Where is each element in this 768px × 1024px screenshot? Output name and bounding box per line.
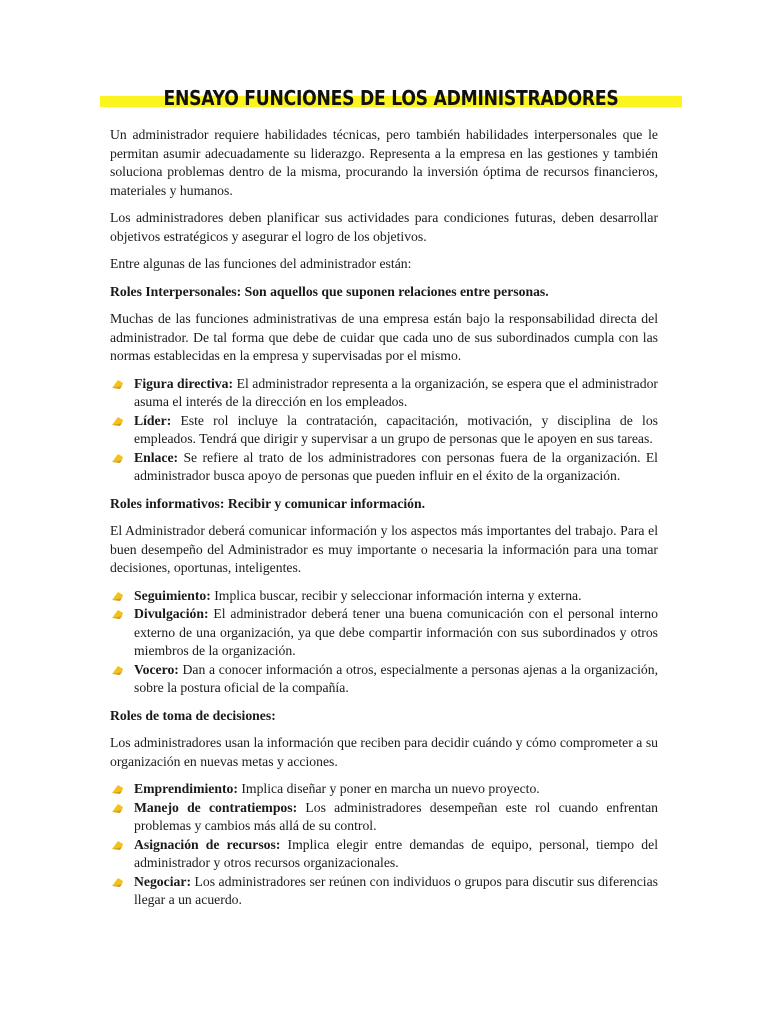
item-text: Implica buscar, recibir y seleccionar información interna y externa. [210,587,582,603]
document-title: ENSAYO FUNCIONES DE LOS ADMINISTRADORES [163,86,619,110]
section-body-decisiones: Los administradores usan la información que reciben para decidir cuándo y cómo comprometer a su organización en nuevas metas y acciones. [110,735,658,769]
bullet-icon [111,877,124,888]
item-term: Asignación de recursos: [134,836,281,852]
item-text: Este rol incluye la contratación, capacitación, motivación, y disciplina de los empleados. Tendrá que dirigir y supervisar a un grupo de personas que le apoyen en sus tareas. [134,412,658,446]
bullet-icon [111,840,124,851]
section-heading-interpersonales: Roles Interpersonales: Son aquellos que suponen relaciones entre personas. [110,283,549,299]
bullet-icon [111,379,124,390]
item-term: Divulgación: [134,606,209,621]
item-text: Dan a conocer información a otros, especialmente a personas ajenas a la organización, sobre la postura oficial de la compañía. [134,661,658,695]
bullet-icon [111,609,124,620]
bullet-icon [111,453,124,464]
item-term: Enlace: [134,449,179,465]
bullet-list-interpersonales [110,375,658,486]
list-item [110,661,658,698]
list-item [110,449,658,486]
item-term: Vocero: [134,661,179,677]
item-term: Seguimiento: [134,587,211,603]
list-item [110,605,658,661]
list-item [110,799,658,836]
item-term: Manejo de contratiempos: [134,799,298,815]
section-body-informativos: El Administrador deberá comunicar información y los aspectos más importantes del trabajo. Para el buen desempeño del Administrador es muy importante o necesaria la información para una tomar decisiones, oportunas, inteligentes. [110,523,658,575]
bullet-list-informativos [110,587,658,698]
bullet-list-decisiones [110,780,658,910]
bullet-icon [111,416,124,427]
item-text: Implica elegir entre demandas de equipo, personal, tiempo del administrador y otros recursos organizacionales. [134,836,659,870]
section-heading-decisiones: Roles de toma de decisiones: [110,707,276,723]
item-term: Negociar: [134,873,192,889]
intro-paragraph-2: Los administradores deben planificar sus actividades para condiciones futuras, deben desarrollar objetivos estratégicos y asegurar el logro de los objetivos. [110,210,658,244]
list-item [110,587,658,606]
bullet-icon [111,665,124,676]
list-item [110,780,658,799]
list-item [110,873,658,910]
item-text: Implica diseñar y poner en marcha un nuevo proyecto. [237,781,540,796]
item-term: Emprendimiento: [134,781,238,796]
section-heading-informativos: Roles informativos: Recibir y comunicar información. [110,495,426,511]
bullet-icon [111,803,124,814]
list-item [110,412,658,449]
bullet-icon [111,784,124,795]
section-body-interpersonales: Muchas de las funciones administrativas de una empresa están bajo la responsabilidad directa del administrador. De tal forma que debe de cuidar que cada uno de sus subordinados cumpla con las normas establecidas en la empresa y supervisadas por el mismo. [110,311,658,363]
document-page [110,80,658,910]
item-text: El administrador representa a la organización, se espera que el administrador asuma el interés de la dirección en los empleados. [134,375,658,409]
item-text: El administrador deberá tener una buena comunicación con el personal interno externo de una organización, ya que debe compartir información con sus subordinados y otros miembros de la organización. [134,606,658,658]
intro-paragraph-1: Un administrador requiere habilidades técnicas, pero también habilidades interpersonales que le permitan asumir adecuadamente su liderazgo. Representa a la empresa en las gestiones y también soluciona problemas dentro de la misma, procurando la inversión óptima de recursos financieros, materiales y humanos. [110,127,658,198]
intro-paragraph-3: Entre algunas de las funciones del administrador están: [110,256,412,271]
item-text: Los administradores ser reúnen con individuos o grupos para discutir sus diferencias llegar a un acuerdo. [134,873,658,907]
item-term: Líder: [134,412,172,428]
item-term: Figura directiva: [134,375,234,391]
item-text: Los administradores desempeñan este rol cuando enfrentan problemas y cambios más allá de su control. [134,799,658,833]
list-item [110,836,658,873]
bullet-icon [111,591,124,602]
title-block [100,80,682,122]
list-item [110,375,658,412]
item-text: Se refiere al trato de los administradores con personas fuera de la organización. El administrador busca apoyo de personas que pueden influir en el éxito de la organización. [134,449,658,483]
